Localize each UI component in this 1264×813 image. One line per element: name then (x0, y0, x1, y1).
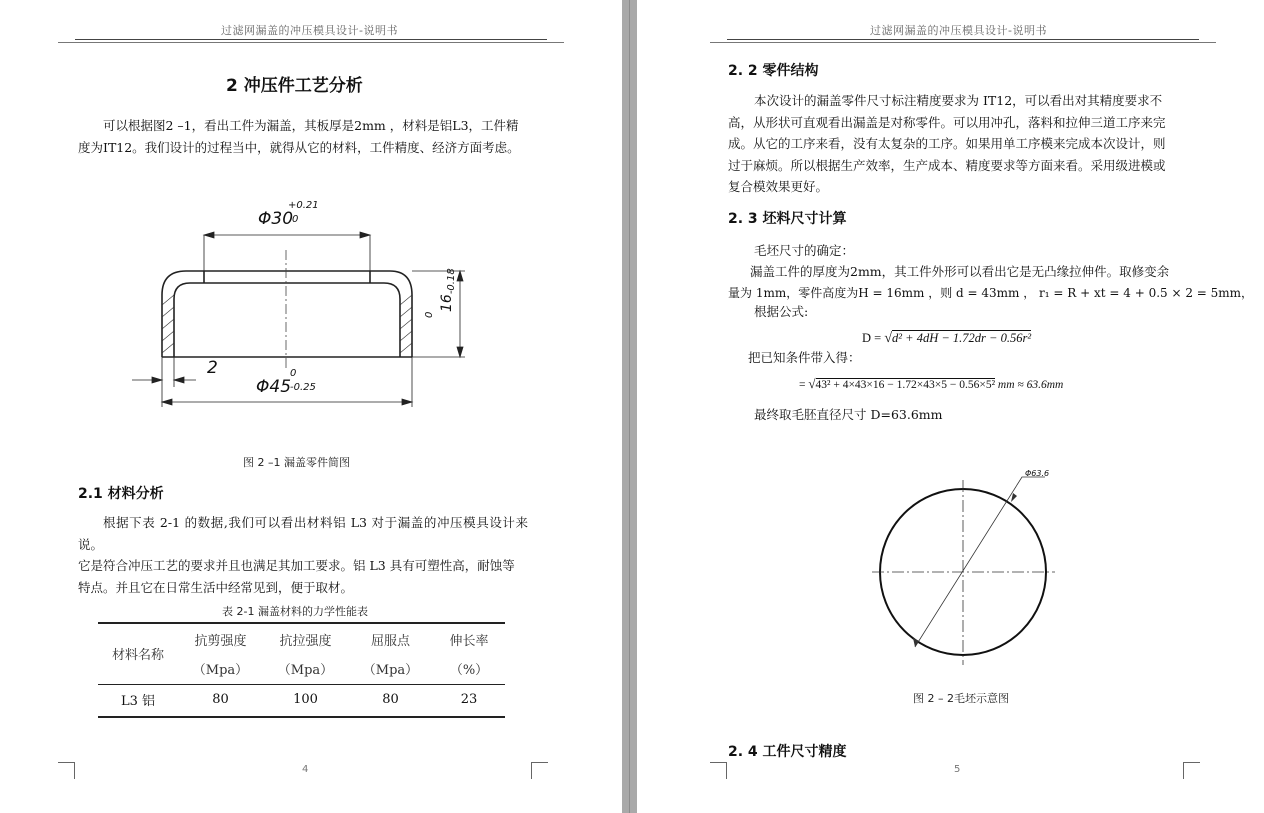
header-title: 过滤网漏盖的冲压模具设计-说明书 (221, 24, 398, 37)
table-bottom-rule (98, 716, 505, 718)
material-table (98, 623, 505, 715)
dim-height-tol-upper: 0 (424, 311, 435, 318)
formula-blank-diameter: D = √d² + 4dH − 1.72dr − 0.56r² (862, 331, 1032, 346)
table-caption: 表 2-1 漏盖材料的力学性能表 (222, 605, 368, 618)
page-number: 5 (954, 764, 961, 775)
section-heading: 2. 3 坯料尺寸计算 (728, 211, 847, 227)
dim-top-tol-lower: 0 (292, 214, 299, 225)
table-header-cell: 抗剪强度 （Mpa） (192, 633, 249, 678)
table-cell: 23 (460, 692, 478, 707)
section-heading: 2.1 材料分析 (78, 486, 164, 502)
material-paragraph: 根据下表 2-1 的数据,我们可以看出材料铝 L3 对于漏盖的冲压模具设计来说。 它是符合冲压工艺的要求并且也满足其加工要求。铝 L3 具有可塑性高，耐蚀等 特点。并且它在日常生活中经常见到，便于取材。 (78, 515, 528, 595)
section-heading: 2. 2 零件结构 (728, 63, 819, 79)
table-cell: 100 (293, 692, 318, 707)
chapter-heading: 2 冲压件工艺分析 (226, 76, 363, 96)
blank-text-line: 漏盖工件的厚度为2mm，其工件外形可以看出它是无凸缘拉伸件。取修变余 (750, 264, 1170, 279)
dim-bottom-tol-upper: 0 (290, 368, 297, 379)
right-page (637, 0, 1264, 813)
page-gutter (622, 0, 637, 813)
header-rule (727, 39, 1199, 40)
dim-bottom-tol-lower: -0.25 (290, 382, 316, 393)
figure-caption: 图 2 – 2毛坯示意图 (913, 692, 1009, 705)
header-rule (75, 39, 547, 40)
header-rule (710, 42, 1216, 43)
corner-mark (58, 762, 75, 779)
structure-paragraph: 本次设计的漏盖零件尺寸标注精度要求为 IT12，可以看出对其精度要求不 高，从形状可直观看出漏盖是对称零件。可以用冲孔，落料和拉伸三道工序来完 成。从它的工序来看，没有太复杂的工序。如果用单工序模来完成本次设计，则 过于麻烦。所以根据生产效率，生产成本、精度要求等方面来看。采用级进模或 复合模效果更好。 (728, 93, 1166, 194)
intro-paragraph: 可以根据图2 –1，看出工件为漏盖，其板厚是2mm ，材料是铝L3，工件精 度为IT12。我们设计的过程当中，就得从它的材料，工件精度、经济方面考虑。 (78, 118, 520, 155)
table-row (98, 684, 505, 715)
table-cell: 80 (212, 692, 229, 707)
section-heading: 2. 4 工件尺寸精度 (728, 744, 847, 760)
blank-text-line: 根据公式: (754, 304, 809, 319)
table-header-cell: 屈服点 （Mpa） (362, 633, 419, 678)
formula-substituted: = √43² + 4×43×16 − 1.72×43×5 − 0.56×5² mm ≈ 63.6mm (799, 376, 1064, 391)
table-header-row (98, 623, 505, 684)
table-header-cell: 抗拉强度 （Mpa） (277, 633, 334, 678)
header-title: 过滤网漏盖的冲压模具设计-说明书 (870, 24, 1047, 37)
table-header-cell: 伸长率 （%） (449, 633, 489, 678)
figure-caption: 图 2 –1 漏盖零件简图 (243, 456, 350, 469)
left-page (0, 0, 622, 813)
corner-mark (531, 762, 548, 779)
dim-thickness-label: 2 (207, 358, 218, 378)
table-cell: L3 铝 (120, 694, 156, 709)
corner-mark (710, 762, 727, 779)
table-cell: 80 (382, 692, 399, 707)
dim-diameter-label: Φ63.6 (1025, 469, 1050, 478)
dim-top-label: Φ30 (258, 209, 294, 229)
blank-circle-figure (867, 465, 1067, 670)
substitute-label: 把已知条件带入得： (748, 350, 861, 365)
page-number: 4 (302, 764, 309, 775)
dim-bottom-label: Φ45 (256, 377, 292, 397)
dim-top-tol-upper: +0.21 (288, 200, 319, 211)
corner-mark (1183, 762, 1200, 779)
blank-text-line: 量为 1mm，零件高度为H = 16mm ，则 d = 43mm ， r₁ = R + xt = 4 + 0.5 × 2 = 5mm， (728, 286, 1254, 300)
dim-height-label: 16-0.18 (439, 268, 457, 312)
blank-size-label: 毛坯尺寸的确定： (754, 243, 855, 258)
table-header-cell: 材料名称 (111, 648, 164, 663)
result-text: 最终取毛胚直径尺寸 D=63.6mm (754, 407, 943, 422)
header-rule (58, 42, 564, 43)
